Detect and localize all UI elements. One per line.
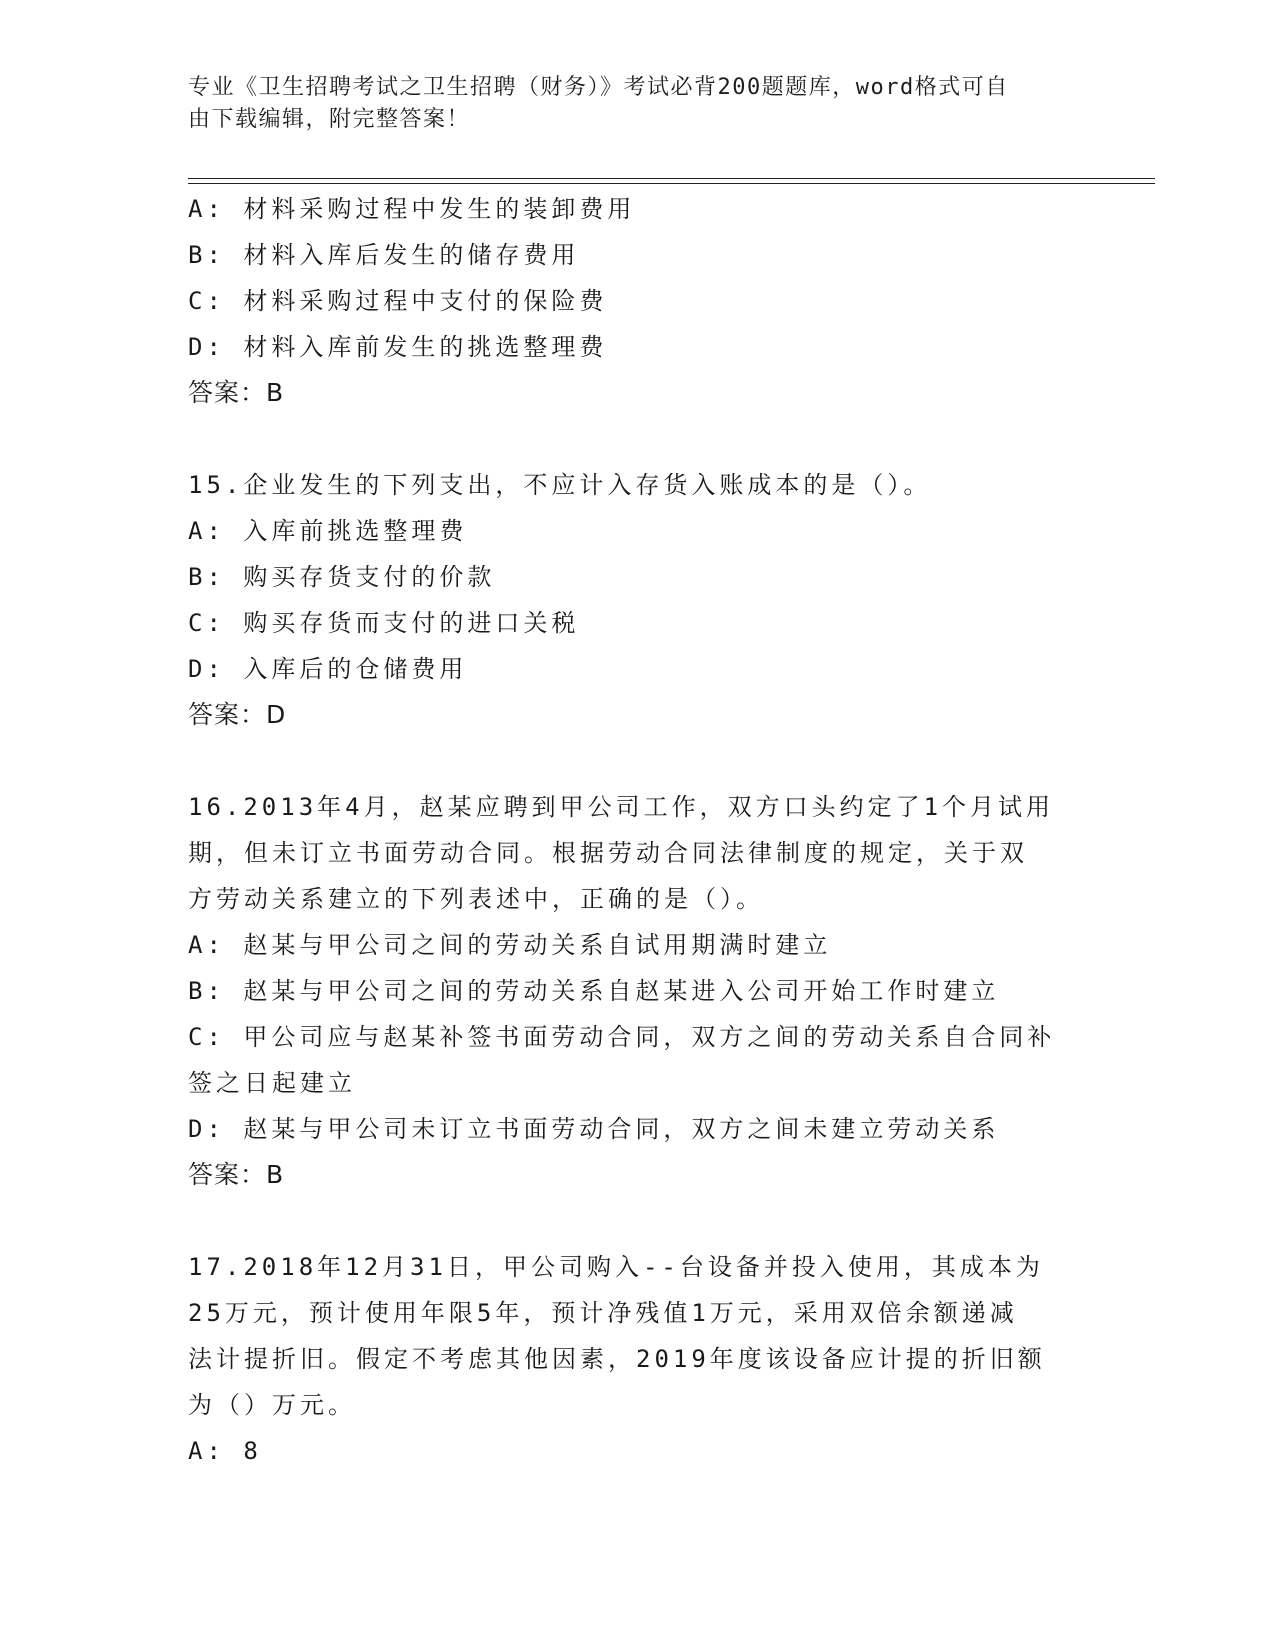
spacer [188,1198,1088,1244]
spacer [188,416,1088,462]
option-a: A: 入库前挑选整理费 [188,517,468,545]
spacer [188,738,1088,784]
option-b: B: 购买存货支付的价款 [188,563,496,591]
question-content [188,186,1088,1474]
option-d: D: 赵某与甲公司未订立书面劳动合同，双方之间未建立劳动关系 [188,1115,1000,1143]
question-stem-line-1: 16.2013年4月，赵某应聘到甲公司工作，双方口头约定了1个月试用 [188,793,1055,821]
option-c-continued: 签之日起建立 [188,1069,356,1097]
question-17 [188,1244,1088,1474]
question-stem: 15.企业发生的下列支出，不应计入存货入账成本的是（）。 [188,471,932,499]
document-header [188,72,1068,136]
option-b: B: 材料入库后发生的储存费用 [188,241,580,269]
question-15 [188,462,1088,738]
question-stem-line-3: 方劳动关系建立的下列表述中，正确的是（）。 [188,885,764,913]
question-stem-line-1: 17.2018年12月31日，甲公司购入--台设备并投入使用，其成本为 [188,1253,1044,1281]
question-stem-line-4: 为（）万元。 [188,1391,356,1419]
header-divider [188,178,1155,184]
header-line-2: 由下载编辑，附完整答案！ [188,107,471,132]
option-b: B: 赵某与甲公司之间的劳动关系自赵某进入公司开始工作时建立 [188,977,1000,1005]
question-stem-line-3: 法计提折旧。假定不考虑其他因素，2019年度该设备应计提的折旧额 [188,1345,1046,1373]
option-d: D: 材料入库前发生的挑选整理费 [188,333,608,361]
option-a: A: 材料采购过程中发生的装卸费用 [188,195,636,223]
option-c: C: 甲公司应与赵某补签书面劳动合同，双方之间的劳动关系自合同补 [188,1023,1056,1051]
answer-line: 答案：B [188,378,285,407]
question-stem-line-2: 期，但未订立书面劳动合同。根据劳动合同法律制度的规定，关于双 [188,839,1028,867]
header-line-1: 专业《卫生招聘考试之卫生招聘（财务）》考试必背200题题库，word格式可自 [188,75,1009,100]
option-a: A: 赵某与甲公司之间的劳动关系自试用期满时建立 [188,931,832,959]
option-a: A: 8 [188,1437,262,1465]
option-d: D: 入库后的仓储费用 [188,655,468,683]
question-16 [188,784,1088,1198]
answer-line: 答案：D [188,700,287,729]
question-stem-line-2: 25万元，预计使用年限5年，预计净残值1万元，采用双倍余额递减 [188,1299,1018,1327]
question-14 [188,186,1088,416]
option-c: C: 材料采购过程中支付的保险费 [188,287,608,315]
option-c: C: 购买存货而支付的进口关税 [188,609,580,637]
answer-line: 答案：B [188,1160,285,1189]
